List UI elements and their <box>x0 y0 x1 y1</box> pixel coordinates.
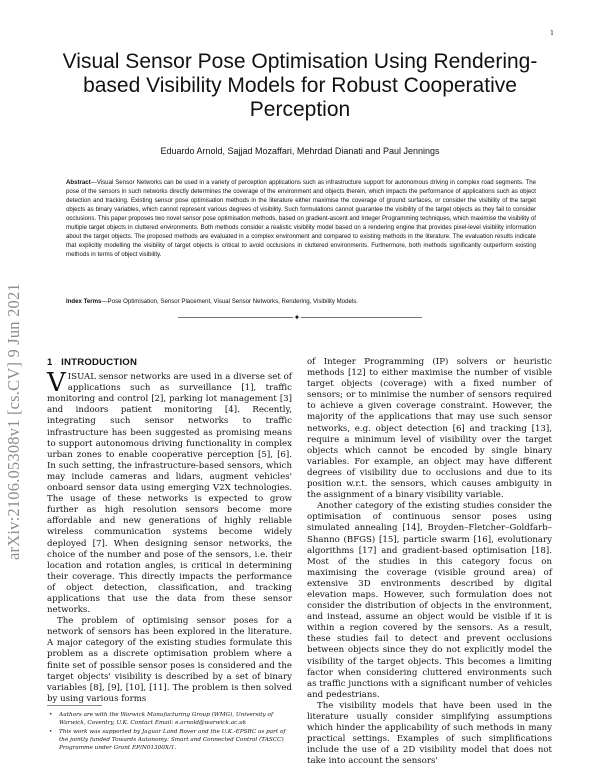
intro-paragraph-1 <box>47 368 292 616</box>
author-list: Eduardo Arnold, Sajjad Mozaffari, Mehrdad Dianati and Paul Jennings <box>160 146 440 156</box>
index-terms-label: Index Terms <box>66 298 102 305</box>
paper-title: Visual Sensor Pose Optimisation Using Rendering-based Visibility Models for Robust Cooperative Perception <box>62 50 538 121</box>
footnotes <box>47 711 292 753</box>
index-terms <box>66 297 536 306</box>
footnote-funding: • This work was supported by Jaguar Land Rover and the U.K.-EPSRC as part of the jointly funded Towards Autonomy: Smart and Connected Control (TASCC) Programme under Grant EP/N01300X/1. <box>47 728 292 752</box>
drop-cap: V <box>47 368 66 399</box>
right-paragraph-2: Another category of the existing studies consider the optimisation of continuous sensor poses using simulated annealing [14], Broyden–Fletcher–Goldfarb–Shanno (BFGS) [15], particle swarm [16], evolutionary algorithms [17] and gradient-based optimisation [18]. Most of the studies in this category focus on maximising the coverage (visible ground area) of extensive 3D environments described by digital elevation maps. However, such formulation does not consider the distribution of objects in the environment, and instead, assume an object would be visible if it is within a region covered by the sensors. As a result, these studies fail to detect and prevent occlusions between objects since they do not explicitly model the visibility of the target objects. This becomes a limiting factor when considering cluttered environments such as traffic junctions with a significant number of vehicles and pedestrians. <box>307 501 552 700</box>
abstract-text: —Visual Sensor Networks can be used in a variety of perception applications such as infrastructure support for autonomous driving in complex road segments. The pose of the sensors in such networks directly determines the coverage of the environment and objects therein, which impacts the performance of applications such as object detection and tracking. Existing sensor pose optimisation methods in the literature either maximise the coverage of ground surfaces, or consider the visibility of the target objects as binary variables, which cannot represent various degrees of visibility. Such formulations cannot guarantee the visibility of the target objects as they fail to consider occlusions. This paper proposes two novel sensor pose optimisation methods, based on gradient-ascent and Integer Programming techniques, which maximise the visibility of multiple target objects in cluttered environments. Both methods consider a realistic visibility model based on a rendering engine that provides pixel-level visibility information about the target objects. The proposed methods are evaluated in a complex environment and compared to existing methods in the literature. The evaluation results indicate that explicitly modelling the visibility of target objects is critical to avoid occlusions in cluttered environments. Furthermore, both methods significantly outperform existing methods in terms of object visibility. <box>66 179 536 258</box>
section-title: INTRODUCTION <box>61 357 138 368</box>
footnote-affiliation: • Authors are with the Warwick Manufacturing Group (WMG), University of Warwick, Coventry, U.K. Contact Email: e.arnold@warwick.ac.uk <box>47 711 292 727</box>
arxiv-identifier: arXiv:2106.05308v1 [cs.CV] 9 Jun 2021 <box>4 283 23 560</box>
abstract <box>66 178 536 259</box>
intro-paragraph-2: The problem of optimising sensor poses for a network of sensors has been explored in the literature. A major category of the existing studies formulate this problem as a discrete optimisation problem where a finite set of possible sensor poses is considered and the target objects' visibility is described by a set of binary variables [8], [9], [10], [11]. The problem is then solved by using various forms <box>47 616 292 704</box>
intro-paragraph-1-text: sensor networks are used in a diverse set of applications such as surveillance [1], traffic monitoring and control [2], parking lot management [3] and indoors patient monitoring [4]. Recently, integrating such sensor networks to traffic infrastructure has been suggested as promising means to support autonomous driving functionality in complex urban zones to enable cooperative perception [5], [6]. In such setting, the infrastructure-based sensors, which may include cameras and lidars, augment vehicles' onboard sensor data using emerging V2X technologies. The usage of these networks is expected to grow further as high resolution sensors become more affordable and new generations of highly reliable wireless communication systems become widely deployed [7]. When designing sensor networks, the choice of the number and pose of the sensors, i.e. their location and rotation angles, is critical in determining their coverage. This directly impacts the performance of object detection, classification, and tracking applications that use the data from these sensor networks. <box>47 372 292 616</box>
section-heading <box>47 357 292 368</box>
right-paragraph-3: The visibility models that have been used in the literature usually consider simplifying assumptions which hinder the applicability of such methods in many practical settings. Examples of such simplifications include the use of a 2D visibility model that does not take into account the sensors' <box>307 700 552 767</box>
left-column <box>47 357 292 705</box>
divider-diamond-icon: ✦ <box>293 313 301 322</box>
index-terms-text: —Pose Optimisation, Sensor Placement, Visual Sensor Networks, Rendering, Visibility Models. <box>101 298 358 305</box>
small-caps-word: ISUAL <box>67 372 96 383</box>
section-number: 1 <box>47 357 53 368</box>
right-column <box>307 357 552 767</box>
page-number: 1 <box>550 30 554 37</box>
footnote-rule <box>47 705 102 706</box>
abstract-label: Abstract <box>66 179 91 186</box>
right-paragraph-1: of Integer Programming (IP) solvers or heuristic methods [12] to either maximise the number of visible target objects (coverage) with a fixed number of sensors; or to minimise the number of sensors required to achieve a given coverage constraint. However, the majority of the applications that may use such sensor networks, e.g. object detection [6] and tracking [13], require a minimum level of visibility over the target objects which cannot be encoded by single binary variables. For example, an object may have different degrees of visibility due to occlusions and due to its position w.r.t. the sensors, which causes ambiguity in the assignment of a binary visibility variable. <box>307 357 552 501</box>
